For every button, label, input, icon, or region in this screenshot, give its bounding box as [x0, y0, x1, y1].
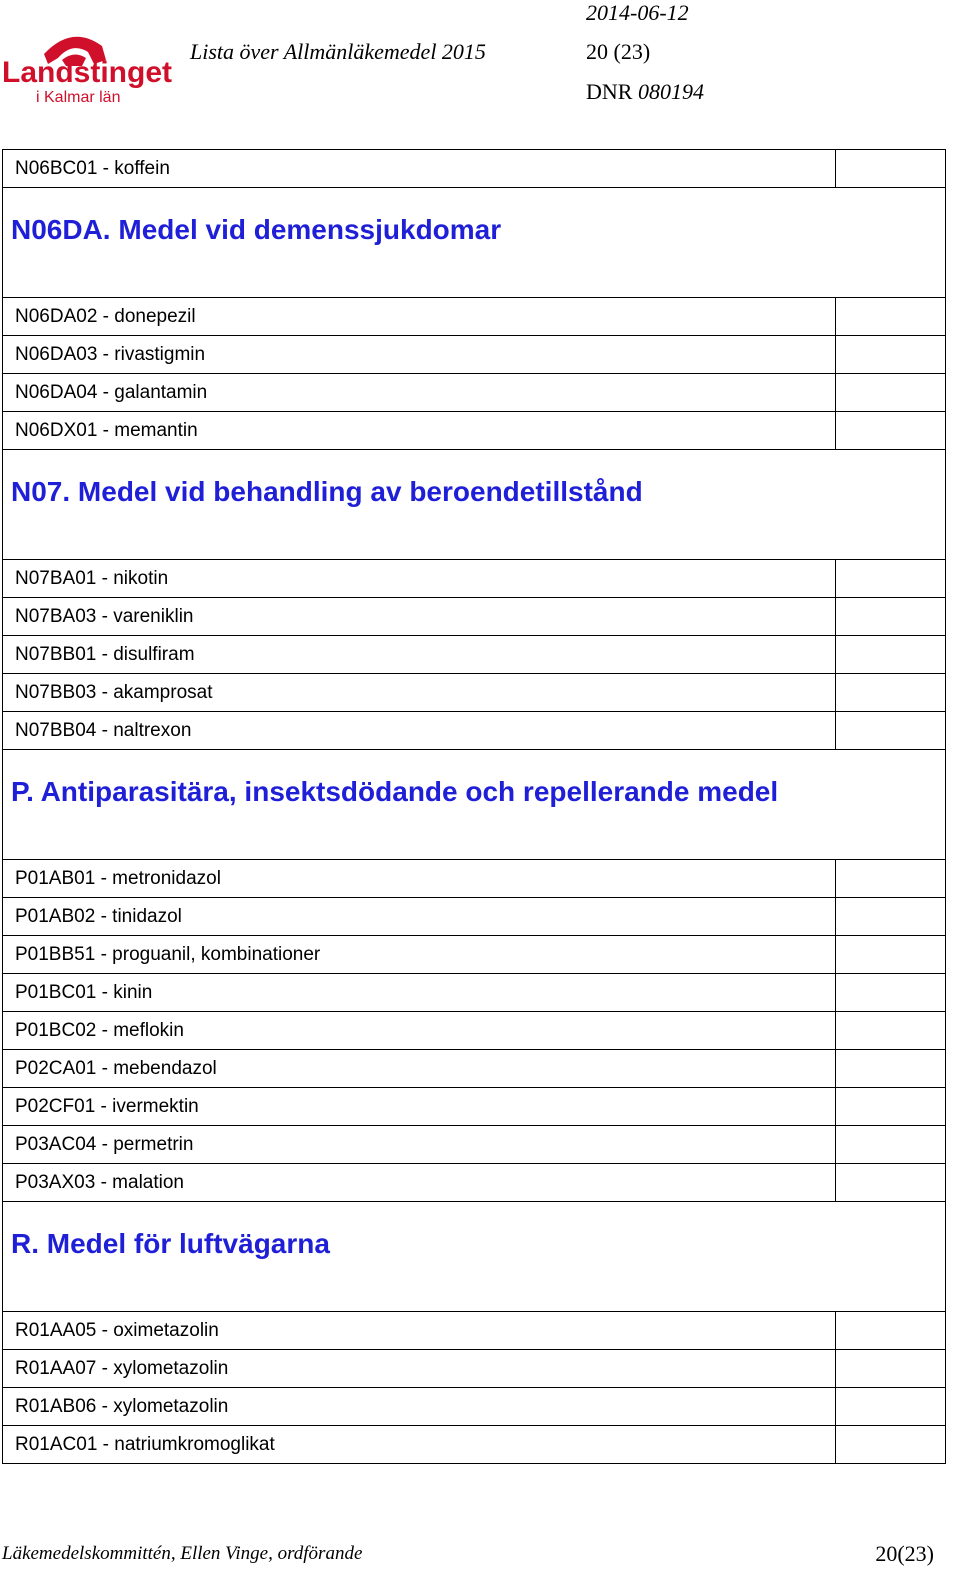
section-heading-row: [3, 750, 946, 860]
footer-page-number: 20(23): [875, 1541, 934, 1566]
medication-table: [2, 149, 946, 1464]
medication-name-cell: P01AB02 - tinidazol: [3, 898, 836, 936]
empty-note-cell: [835, 1426, 945, 1464]
medication-row: [3, 412, 946, 450]
empty-note-cell: [835, 898, 945, 936]
empty-note-cell: [835, 936, 945, 974]
medication-name-cell: N07BB03 - akamprosat: [3, 674, 836, 712]
empty-note-cell: [835, 712, 945, 750]
medication-name-cell: P01BB51 - proguanil, kombinationer: [3, 936, 836, 974]
medication-name-cell: P01BC01 - kinin: [3, 974, 836, 1012]
medication-table-body: [3, 150, 946, 1464]
empty-note-cell: [835, 1012, 945, 1050]
empty-note-cell: [835, 150, 945, 188]
medication-name-cell: N06DA04 - galantamin: [3, 374, 836, 412]
medication-row: [3, 898, 946, 936]
medication-row: [3, 560, 946, 598]
section-heading: N06DA. Medel vid demenssjukdomar: [11, 214, 502, 245]
medication-row: [3, 1050, 946, 1088]
logo-text-secondary: i Kalmar län: [36, 89, 121, 106]
medication-row: [3, 1426, 946, 1464]
footer-committee: Läkemedelskommittén, Ellen Vinge, ordförande: [2, 1543, 363, 1564]
medication-row: [3, 1164, 946, 1202]
medication-row: [3, 336, 946, 374]
empty-note-cell: [835, 1350, 945, 1388]
medication-row: [3, 974, 946, 1012]
section-heading-cell: [3, 750, 946, 860]
medication-name-cell: N06DA02 - donepezil: [3, 298, 836, 336]
landstinget-logo: [2, 20, 172, 108]
empty-note-cell: [835, 974, 945, 1012]
empty-note-cell: [835, 560, 945, 598]
medication-row: [3, 150, 946, 188]
medication-name-cell: R01AB06 - xylometazolin: [3, 1388, 836, 1426]
medication-name-cell: N07BB01 - disulfiram: [3, 636, 836, 674]
logo-text-primary: Landstinget: [2, 56, 172, 89]
section-heading-cell: [3, 1202, 946, 1312]
medication-row: [3, 674, 946, 712]
dnr-label: DNR: [586, 79, 633, 104]
medication-name-cell: N07BA03 - vareniklin: [3, 598, 836, 636]
section-heading-row: [3, 188, 946, 298]
medication-name-cell: P03AX03 - malation: [3, 1164, 836, 1202]
medication-row: [3, 636, 946, 674]
empty-note-cell: [835, 1312, 945, 1350]
empty-note-cell: [835, 1050, 945, 1088]
medication-name-cell: N06BC01 - koffein: [3, 150, 836, 188]
medication-row: [3, 936, 946, 974]
medication-name-cell: N06DX01 - memantin: [3, 412, 836, 450]
empty-note-cell: [835, 412, 945, 450]
section-heading-cell: [3, 188, 946, 298]
document-date: 2014-06-12: [586, 0, 689, 25]
empty-note-cell: [835, 860, 945, 898]
medication-name-cell: P02CA01 - mebendazol: [3, 1050, 836, 1088]
medication-name-cell: R01AA07 - xylometazolin: [3, 1350, 836, 1388]
medication-name-cell: P01AB01 - metronidazol: [3, 860, 836, 898]
empty-note-cell: [835, 336, 945, 374]
section-heading-row: [3, 1202, 946, 1312]
dnr-reference: [586, 79, 704, 105]
empty-note-cell: [835, 374, 945, 412]
page-number: 20 (23): [586, 39, 651, 64]
medication-row: [3, 598, 946, 636]
medication-row: [3, 1088, 946, 1126]
medication-name-cell: N06DA03 - rivastigmin: [3, 336, 836, 374]
medication-row: [3, 1312, 946, 1350]
section-heading-row: [3, 450, 946, 560]
section-heading: R. Medel för luftvägarna: [11, 1228, 330, 1259]
medication-name-cell: P01BC02 - meflokin: [3, 1012, 836, 1050]
empty-note-cell: [835, 636, 945, 674]
medication-name-cell: N07BA01 - nikotin: [3, 560, 836, 598]
medication-name-cell: P02CF01 - ivermektin: [3, 1088, 836, 1126]
medication-name-cell: P03AC04 - permetrin: [3, 1126, 836, 1164]
medication-row: [3, 1350, 946, 1388]
empty-note-cell: [835, 1088, 945, 1126]
empty-note-cell: [835, 1164, 945, 1202]
empty-note-cell: [835, 1126, 945, 1164]
dnr-number: 080194: [637, 79, 704, 104]
medication-row: [3, 1012, 946, 1050]
medication-name-cell: N07BB04 - naltrexon: [3, 712, 836, 750]
medication-row: [3, 374, 946, 412]
medication-row: [3, 298, 946, 336]
medication-name-cell: R01AC01 - natriumkromoglikat: [3, 1426, 836, 1464]
section-heading: P. Antiparasitära, insektsdödande och repellerande medel: [11, 776, 779, 807]
medication-row: [3, 1126, 946, 1164]
medication-name-cell: R01AA05 - oximetazolin: [3, 1312, 836, 1350]
section-heading: N07. Medel vid behandling av beroendetillstånd: [11, 476, 643, 507]
document-title: Lista över Allmänläkemedel 2015: [190, 39, 486, 64]
medication-row: [3, 712, 946, 750]
logo-emblem-icon: [2, 20, 172, 108]
empty-note-cell: [835, 1388, 945, 1426]
empty-note-cell: [835, 674, 945, 712]
medication-row: [3, 1388, 946, 1426]
medication-row: [3, 860, 946, 898]
section-heading-cell: [3, 450, 946, 560]
empty-note-cell: [835, 298, 945, 336]
empty-note-cell: [835, 598, 945, 636]
